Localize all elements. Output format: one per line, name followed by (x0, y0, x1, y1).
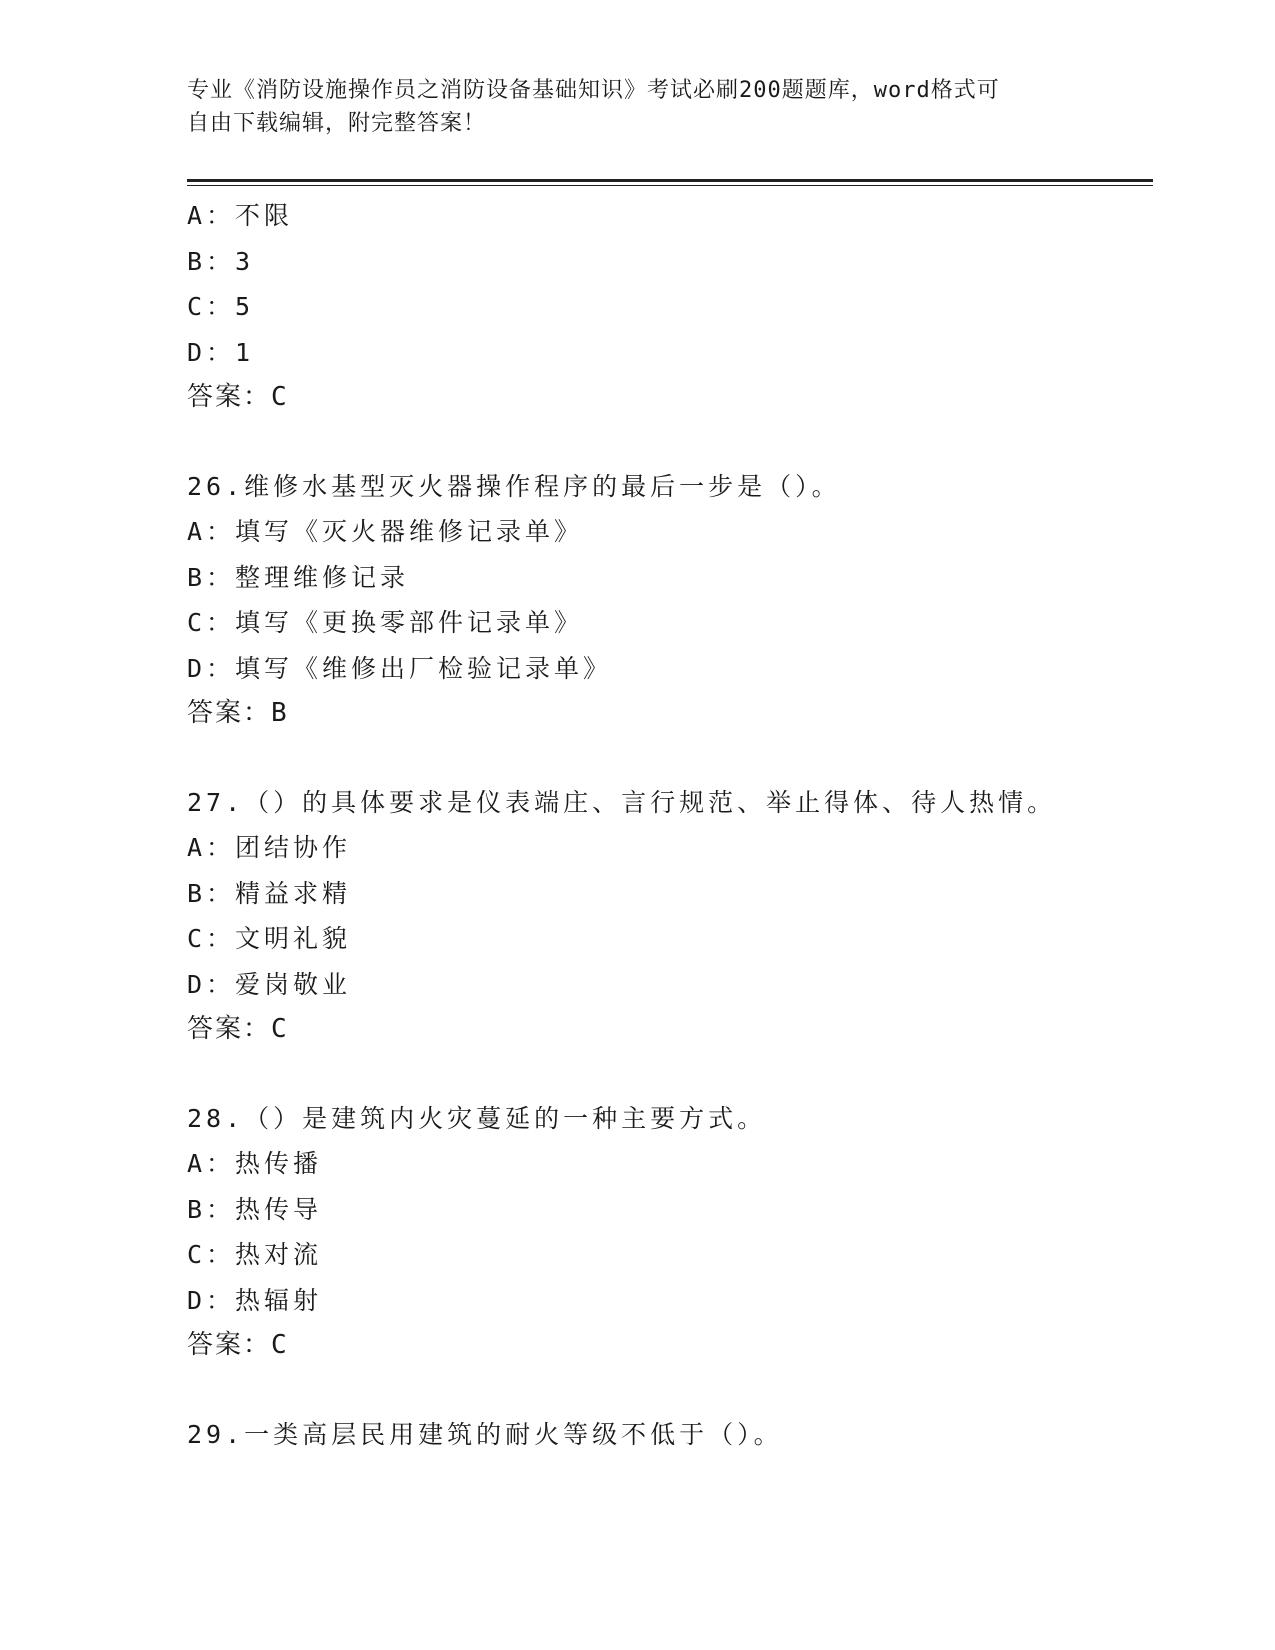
header-line-2: 自由下载编辑，附完整答案！ (187, 111, 487, 136)
question-29 (187, 1412, 1153, 1458)
spacer (187, 1053, 1153, 1096)
question-27 (187, 780, 1153, 1053)
question-stem: 29.一类高层民用建筑的耐火等级不低于（）。 (187, 1419, 783, 1449)
header-line-1: 专业《消防设施操作员之消防设备基础知识》考试必刷200题题库，word格式可 (187, 78, 1000, 103)
question-25-continued (187, 193, 1153, 421)
question-stem: 26.维修水基型灭火器操作程序的最后一步是（）。 (187, 471, 841, 501)
document-header (187, 74, 1087, 140)
option-b: B：3 (187, 246, 255, 276)
spacer (187, 421, 1153, 464)
option-b: B：热传导 (187, 1194, 323, 1224)
option-b: B：精益求精 (187, 878, 352, 908)
option-a: A：团结协作 (187, 833, 352, 862)
option-d: D：填写《维修出厂检验记录单》 (187, 653, 613, 683)
option-c: C：填写《更换零部件记录单》 (187, 608, 584, 637)
option-a: A：热传播 (187, 1149, 323, 1178)
answer: 答案：B (187, 698, 289, 728)
option-d: D：1 (187, 337, 255, 367)
question-stem: 28.（）是建筑内火灾蔓延的一种主要方式。 (187, 1103, 767, 1133)
option-c: C：5 (187, 292, 255, 321)
option-b: B：整理维修记录 (187, 562, 410, 592)
answer: 答案：C (187, 382, 289, 412)
option-d: D：热辐射 (187, 1285, 323, 1315)
spacer (187, 1369, 1153, 1412)
question-26 (187, 464, 1153, 737)
option-c: C：文明礼貌 (187, 924, 352, 953)
answer: 答案：C (187, 1330, 289, 1360)
spacer (187, 737, 1153, 780)
option-c: C：热对流 (187, 1240, 323, 1269)
header-divider-thick (187, 179, 1153, 182)
option-a: A：不限 (187, 201, 294, 230)
header-divider-thin (187, 185, 1153, 186)
option-d: D：爱岗敬业 (187, 969, 352, 999)
answer: 答案：C (187, 1014, 289, 1044)
question-list (187, 193, 1153, 1457)
question-28 (187, 1096, 1153, 1369)
question-stem: 27.（）的具体要求是仪表端庄、言行规范、举止得体、待人热情。 (187, 787, 1057, 817)
option-a: A：填写《灭火器维修记录单》 (187, 517, 584, 546)
